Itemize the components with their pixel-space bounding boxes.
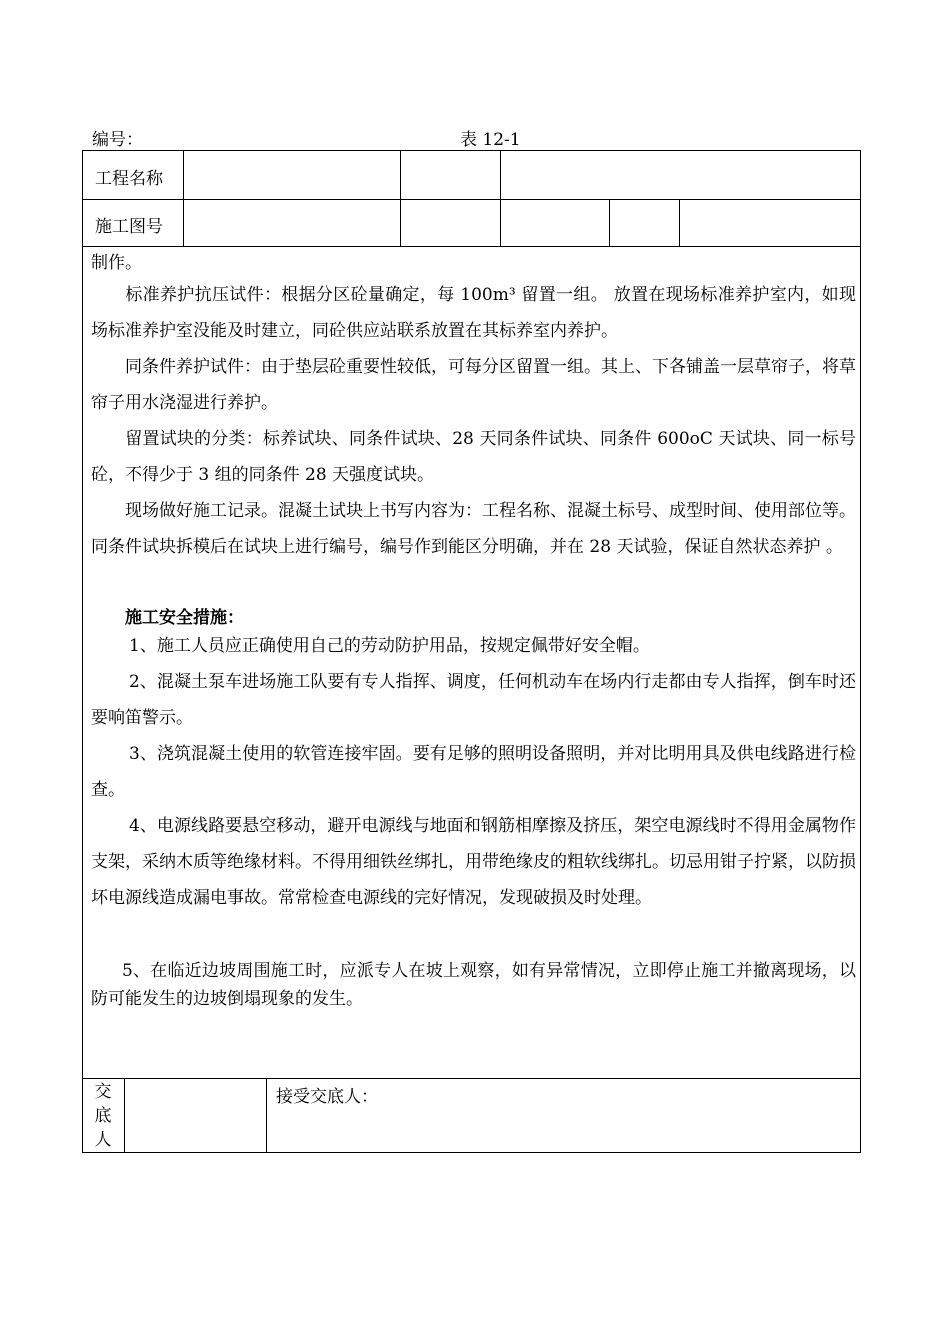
drawing-number-label: 施工图号 (95, 217, 163, 237)
table-number-label: 表 12-1 (460, 130, 521, 150)
handover-char-1: 交 (94, 1082, 112, 1102)
paragraph-specimen-classification: 留置试块的分类：标养试块、同条件试块、28 天同条件试块、同条件 600oC 天试块、同一标号砼，不得少于 3 组的同条件 28 天强度试块。 (91, 429, 856, 485)
handover-char-2: 底 (94, 1106, 112, 1126)
safety-item-1: 1、施工人员应正确使用自己的劳动防护用品，按规定佩带好安全帽。 (129, 636, 650, 656)
safety-item-2: 2、混凝土泵车进场施工队要有专人指挥、调度，任何机动车在场内行走都由专人指挥，倒车时还要响笛警示。 (91, 672, 856, 728)
paragraph-continuation: 制作。 (91, 253, 142, 273)
safety-item-4: 4、电源线路要悬空移动，避开电源线与地面和钢筋相摩擦及挤压，架空电源线时不得用金属物作支架，采纳木质等绝缘材料。不得用细铁丝绑扎，用带绝缘皮的粗软线绑扎。切忌用钳子拧紧，以防损坏电源线造成漏电事故。常常检查电源线的完好情况，发现破损及时处理。 (91, 816, 856, 908)
safety-measures-title: 施工安全措施： (125, 608, 244, 628)
receiver-label: 接受交底人： (276, 1087, 378, 1107)
safety-item-3: 3、浇筑混凝土使用的软管连接牢固。要有足够的照明设备照明，并对比明用具及供电线路进行检查。 (91, 744, 856, 800)
handover-char-3: 人 (94, 1130, 112, 1150)
number-label: 编号： (92, 130, 143, 150)
safety-item-5: 5、在临近边坡周围施工时，应派专人在坡上观察，如有异常情况，立即停止施工并撤离现场，以防可能发生的边坡倒塌现象的发生。 (91, 961, 856, 1009)
project-name-label: 工程名称 (95, 169, 163, 189)
paragraph-same-condition-curing: 同条件养护试件：由于垫层砼重要性较低，可每分区留置一组。其上、下各铺盖一层草帘子，将草帘子用水浇湿进行养护。 (91, 357, 856, 413)
paragraph-standard-curing: 标准养护抗压试件：根据分区砼量确定，每 100m³ 留置一组。 放置在现场标准养护室内，如现场标准养护室没能及时建立，同砼供应站联系放置在其标养室内养护。 (91, 285, 856, 341)
paragraph-site-records: 现场做好施工记录。混凝土试块上书写内容为：工程名称、混凝土标号、成型时间、使用部位等。同条件试块拆模后在试块上进行编号，编号作到能区分明确，并在 28 天试验，保证自然状态养护 。 (91, 501, 856, 557)
